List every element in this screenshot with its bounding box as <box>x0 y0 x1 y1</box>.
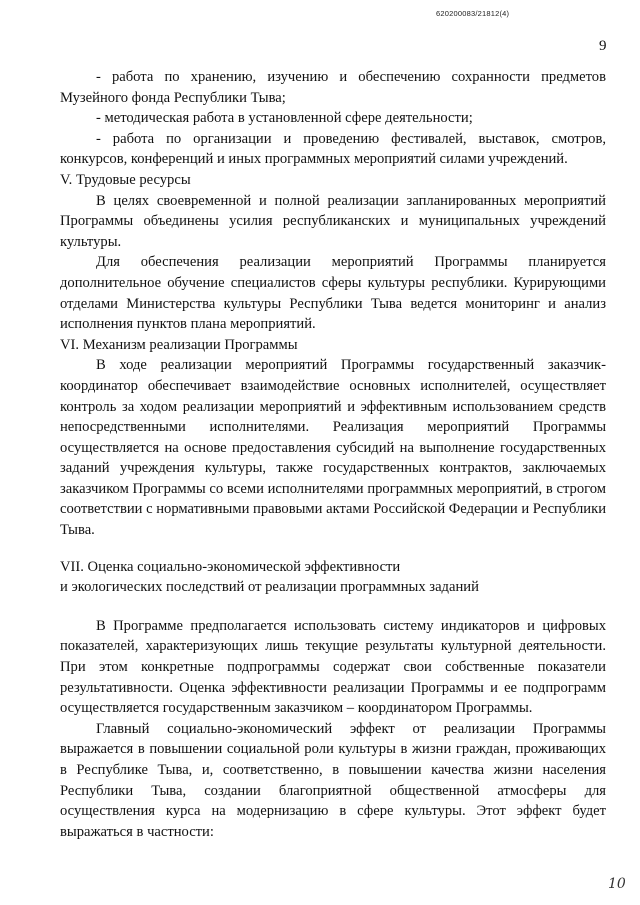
page-number: 9 <box>599 38 607 54</box>
list-item: - работа по организации и проведению фестивалей, выставок, смотров, конкурсов, конференций и иных программных мероприятий силами учреждений. <box>60 130 606 168</box>
paragraph: В ходе реализации мероприятий Программы государственный заказчик-координатор обеспечивает взаимодействие основных исполнителей, осуществляет контроль за ходом реализации мероприятий и эффективным использованием средств непосредственными исполнителями. Реализация мероприятий Программы осуществляется на основе предоставления субсидий на выполнение государственных заданий учреждения культуры, также государственных контрактов, заключаемых заказчиком Программы со всеми исполнителями программных мероприятий, в строгом соответствии с нормативными правовыми актами Российской Федерации и Республики Тыва. <box>60 357 607 539</box>
paragraph: В целях своевременной и полной реализации запланированных мероприятий Программы объединены усилия республиканских и муниципальных учреждений культуры. <box>60 192 606 250</box>
section-heading-7 <box>60 557 606 598</box>
list-item: - методическая работа в установленной сфере деятельности; <box>96 110 473 127</box>
list-item: - работа по хранению, изучению и обеспечению сохранности предметов Музейного фонда Республики Тыва; <box>60 69 606 106</box>
handwritten-page-mark: 10 <box>608 876 626 892</box>
section-heading-7-line1: VII. Оценка социально-экономической эффективности <box>60 558 401 575</box>
paragraph: В Программе предполагается использовать систему индикаторов и цифровых показателей, характеризующих лишь текущие результаты культурной деятельности. При этом конкретные подпрограммы содержат свои собственные показатели результативности. Оценка эффективности реализации Программы и ее подпрограмм осуществляется государственным заказчиком – координатором Программы. <box>60 617 606 717</box>
paragraph: Для обеспечения реализации мероприятий Программы планируется дополнительное обучение специалистов сферы культуры республики. Курирующими отделами Министерства культуры Республики Тыва ведется мониторинг и анализ исполнения пунктов плана мероприятий. <box>60 254 606 333</box>
section-heading-6: VI. Механизм реализации Программы <box>60 336 298 353</box>
document-id: 620200083/21812(4) <box>436 9 510 18</box>
section-heading-7-line2: и экологических последствий от реализации программных заданий <box>60 579 479 596</box>
document-body <box>60 67 606 842</box>
section-heading-5: V. Трудовые ресурсы <box>60 171 191 188</box>
paragraph: Главный социально-экономический эффект от реализации Программы выражается в повышении социальной роли культуры в жизни граждан, проживающих в Республике Тыва, и, соответственно, в повышении качества жизни населения Республики Тыва, создании благоприятной общественной атмосферы для осуществления курса на модернизацию в сфере культуры. Этот эффект будет выражаться в частности: <box>60 720 606 840</box>
